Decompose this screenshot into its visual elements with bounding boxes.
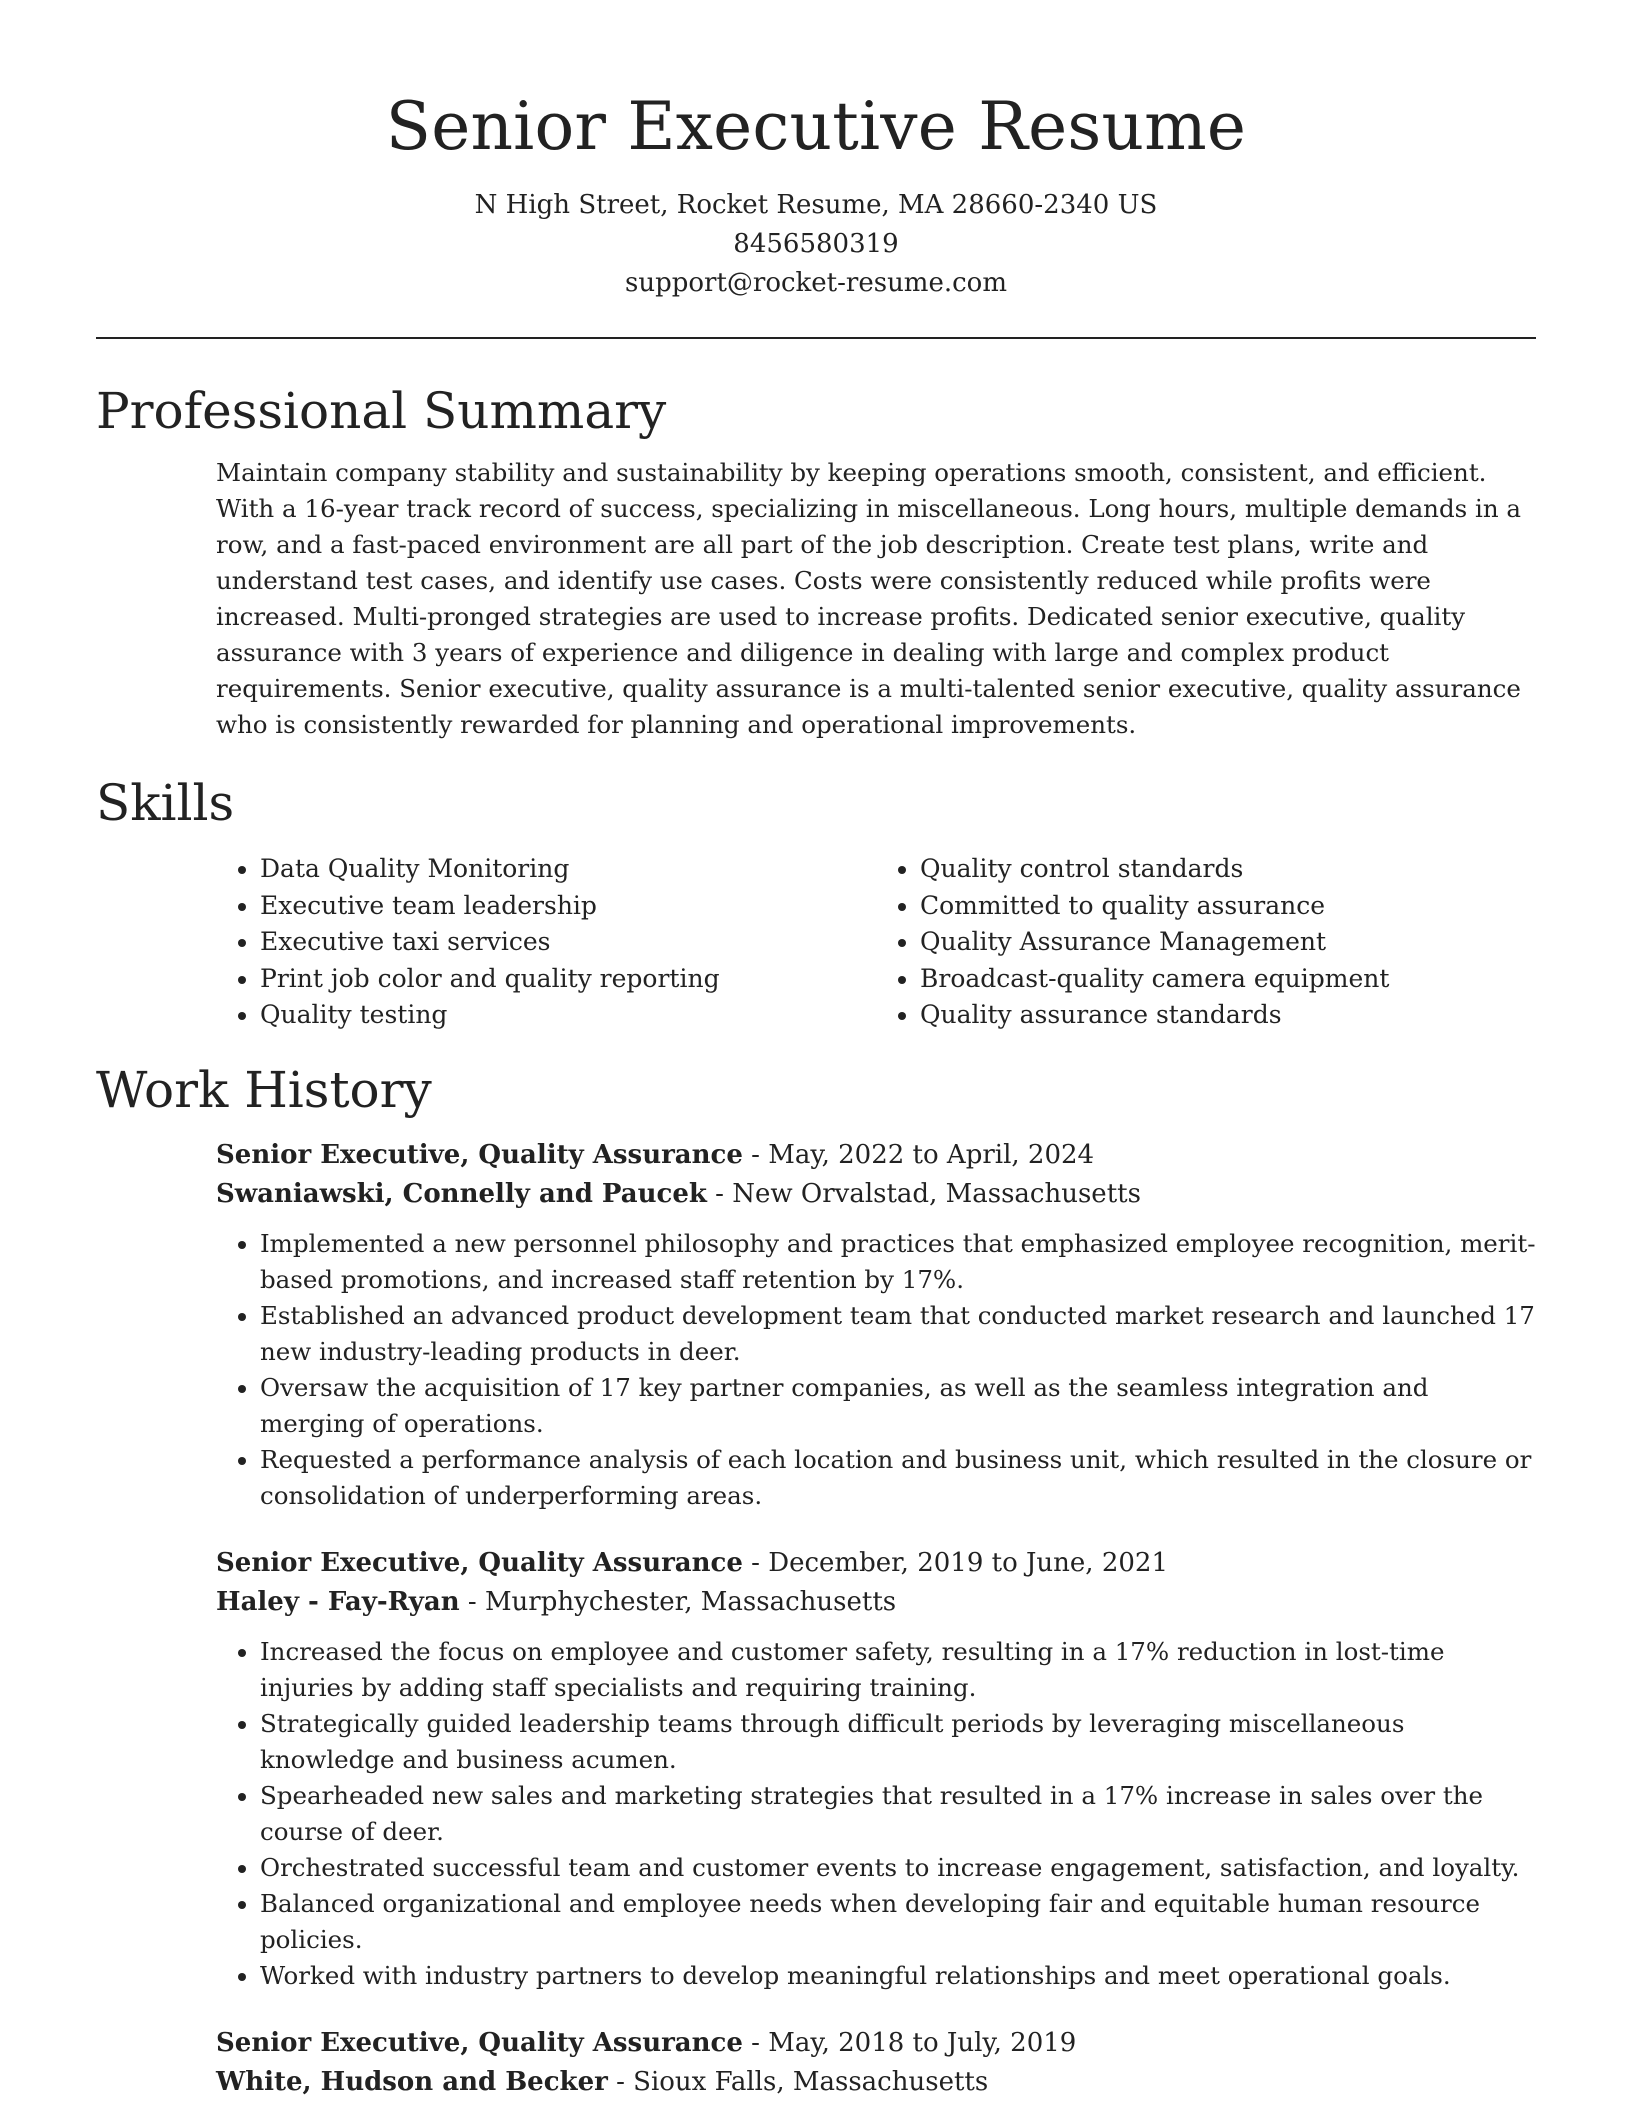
job-bullet: • Balanced organizational and employee needs when developing fair and equitable human resource policies. [260,1886,1536,1958]
job-company-line [216,1583,1536,1622]
job-company-line [216,2063,1536,2102]
skills-list-right [876,851,1536,1034]
skill-item: • Print job color and quality reporting [260,961,876,998]
contact-block [96,186,1536,303]
job-company: Swaniawski, Connelly and Paucek [216,1178,707,1209]
job-company: White, Hudson and Becker [216,2066,608,2097]
job-bullet: • Strategically guided leadership teams through difficult periods by leveraging miscellaneous knowledge and business acumen. [260,1706,1536,1778]
job-dates: - May, 2022 to April, 2024 [742,1139,1095,1170]
header-divider [96,337,1536,339]
contact-address: N High Street, Rocket Resume, MA 28660-2340 US [474,190,1158,220]
job-dates: - December, 2019 to June, 2021 [742,1547,1168,1578]
skill-item: • Quality testing [260,997,876,1034]
job-bullet: • Worked with industry partners to develop meaningful relationships and meet operational goals. [260,1958,1536,1994]
job-location: - Murphychester, Massachusetts [459,1586,897,1617]
job-dates: - May, 2018 to July, 2019 [742,2027,1077,2058]
job-entry [216,1136,1536,1514]
job-bullet: • Spearheaded new sales and marketing strategies that resulted in a 17% increase in sales over the course of deer. [260,1778,1536,1850]
job-bullet: • Increased the focus on employee and customer safety, resulting in a 17% reduction in lost-time injuries by adding staff specialists and requiring training. [260,1634,1536,1706]
skills-heading: Skills [96,774,235,832]
job-title-line [216,1136,1536,1175]
skill-item: • Committed to quality assurance [920,888,1536,925]
skill-item: • Executive team leadership [260,888,876,925]
job-title-line [216,2024,1536,2063]
job-bullet: • Implemented a new personnel philosophy and practices that emphasized employee recognition, merit-based promotions, and increased staff retention by 17%. [260,1226,1536,1298]
job-location: - Sioux Falls, Massachusetts [607,2066,989,2097]
job-location: - New Orvalstad, Massachusetts [706,1178,1141,1209]
resume-page [96,0,1536,2102]
job-position: Senior Executive, Quality Assurance [216,1139,743,1170]
contact-email: support@rocket-resume.com [624,268,1007,298]
job-bullet: • Requested a performance analysis of each location and business unit, which resulted in the closure or consolidation of underperforming areas. [260,1442,1536,1514]
summary-heading: Professional Summary [96,382,667,440]
skills-grid [216,851,1536,1034]
job-position: Senior Executive, Quality Assurance [216,2027,743,2058]
resume-title: Senior Executive Resume [385,88,1247,165]
skill-item: • Quality assurance standards [920,997,1536,1034]
skill-item: • Executive taxi services [260,924,876,961]
job-title-line [216,1544,1536,1583]
work-history-heading: Work History [96,1060,432,1119]
job-bullet: • Orchestrated successful team and customer events to increase engagement, satisfaction, and loyalty. [260,1850,1536,1886]
skill-item: • Quality control standards [920,851,1536,888]
job-company-line [216,1175,1536,1214]
job-entry [216,1544,1536,1994]
job-bullet: • Oversaw the acquisition of 17 key partner companies, as well as the seamless integration and merging of operations. [260,1370,1536,1442]
summary-text: Maintain company stability and sustainability by keeping operations smooth, consistent, and efficient. With a 16-year track record of success, specializing in miscellaneous. Long hours, multiple demands in a row, and a fast-paced environment are all part of the job description. Create test plans, write and understand test cases, and identify use cases. Costs were consistently reduced while profits were increased. Multi-pronged strategies are used to increase profits. Dedicated senior executive, quality assurance with 3 years of experience and diligence in dealing with large and complex product requirements. Senior executive, quality assurance is a multi-talented senior executive, quality assurance who is consistently rewarded for planning and operational improvements. [216,458,1522,739]
skills-list-left [216,851,876,1034]
contact-phone: 8456580319 [733,229,899,259]
job-bullet: • Established an advanced product development team that conducted market research and launched 17 new industry-leading products in deer. [260,1298,1536,1370]
job-entry [216,2024,1536,2102]
skill-item: • Broadcast-quality camera equipment [920,961,1536,998]
skill-item: • Data Quality Monitoring [260,851,876,888]
job-bullets [216,1634,1536,1994]
job-position: Senior Executive, Quality Assurance [216,1547,743,1578]
resume-header [96,0,1536,303]
job-bullets [216,1226,1536,1514]
skill-item: • Quality Assurance Management [920,924,1536,961]
job-company: Haley - Fay-Ryan [216,1586,460,1617]
